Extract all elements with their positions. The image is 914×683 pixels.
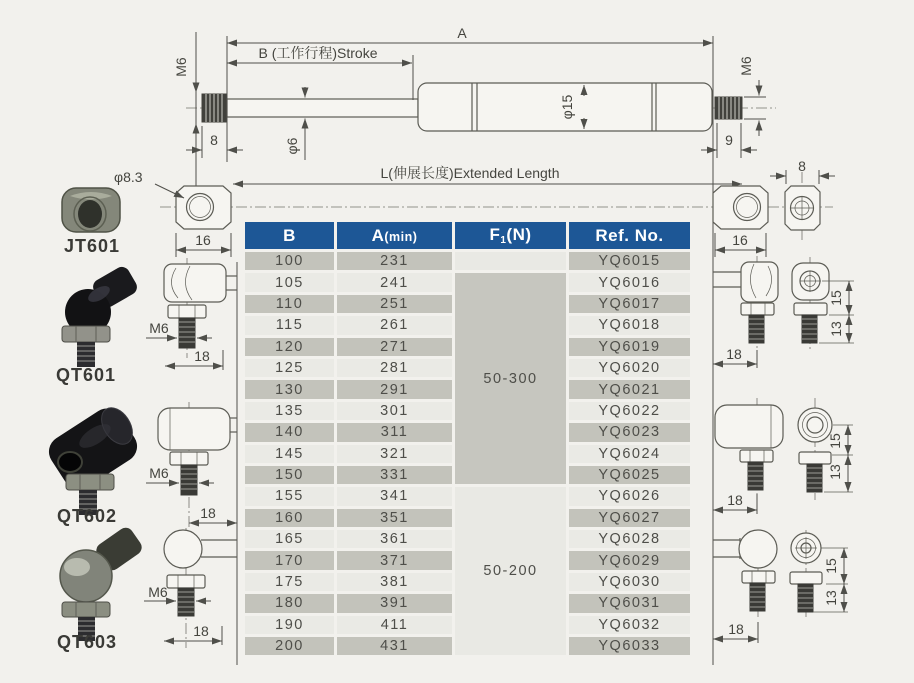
b-cell: 100 [245, 252, 334, 270]
col-header-b [245, 222, 334, 249]
jt601-label: JT601 [63, 236, 121, 256]
qt601-photo [62, 264, 140, 367]
b-cell: 160 [245, 509, 334, 527]
table-row [245, 487, 690, 505]
ref-no-cell: YQ6026 [569, 487, 690, 505]
b-cell: 150 [245, 466, 334, 484]
a-min-cell: 291 [337, 380, 452, 398]
right-fitting-drawing-qt601 [713, 256, 854, 368]
ref-no-cell: YQ6027 [569, 509, 690, 527]
col-header-a-sub-text: (min) [384, 229, 418, 244]
ref-no-cell: YQ6018 [569, 316, 690, 334]
a-min-cell: 411 [337, 616, 452, 634]
b-cell: 200 [245, 637, 334, 655]
force-range-cell: 50-300 [455, 273, 566, 484]
b-cell: 130 [245, 380, 334, 398]
b-cell: 105 [245, 273, 334, 291]
dim-eyelet-left-label: 16 [195, 232, 211, 248]
col-header-f-sub-text: 1 [500, 235, 507, 246]
dim-b-stroke-label: B (工作行程)Stroke [258, 45, 378, 61]
ref-no-cell: YQ6028 [569, 530, 690, 548]
dimension-table [242, 219, 693, 658]
dim-right-thread-len-label: 9 [725, 132, 733, 148]
ref-no-cell: YQ6017 [569, 295, 690, 313]
ref-no-cell: YQ6030 [569, 573, 690, 591]
a-min-cell: 431 [337, 637, 452, 655]
tube-diameter-label: φ15 [559, 94, 575, 120]
col-header-a-min [337, 222, 452, 249]
b-cell: 145 [245, 445, 334, 463]
qt602-offset-label-right: 18 [727, 492, 743, 508]
spec-table [242, 219, 693, 658]
ref-no-cell: YQ6032 [569, 616, 690, 634]
b-cell: 125 [245, 359, 334, 377]
qt603-thread-label: M6 [148, 584, 168, 600]
col-header-f-unit-text: (N) [506, 225, 532, 244]
b-cell: 165 [245, 530, 334, 548]
eyelet-bore-label: φ8.3 [114, 169, 143, 185]
a-min-cell: 341 [337, 487, 452, 505]
a-min-cell: 251 [337, 295, 452, 313]
eyelet-end-view [770, 158, 835, 242]
qt603-photo [60, 525, 145, 641]
ref-no-cell: YQ6029 [569, 551, 690, 569]
b-cell: 155 [245, 487, 334, 505]
a-min-cell: 361 [337, 530, 452, 548]
ref-no-cell: YQ6021 [569, 380, 690, 398]
a-min-cell: 301 [337, 402, 452, 420]
a-min-cell: 241 [337, 273, 452, 291]
a-min-cell: 281 [337, 359, 452, 377]
thread-left-label: M6 [173, 57, 189, 77]
ref-no-cell: YQ6016 [569, 273, 690, 291]
ref-no-cell: YQ6023 [569, 423, 690, 441]
right-fitting-drawing-qt602 [713, 398, 853, 514]
eyelet-end-right [713, 186, 768, 257]
b-cell: 135 [245, 402, 334, 420]
qt601-offset-label-right: 18 [726, 346, 742, 362]
b-cell: 175 [245, 573, 334, 591]
a-min-cell: 231 [337, 252, 452, 270]
qt602-photo [43, 402, 143, 515]
col-header-f-text: F [489, 225, 501, 244]
dim-eyelet-width-label: 8 [798, 158, 806, 174]
b-cell: 140 [245, 423, 334, 441]
a-min-cell: 271 [337, 338, 452, 356]
ref-no-cell: YQ6015 [569, 252, 690, 270]
a-min-cell: 331 [337, 466, 452, 484]
rod-diameter-label: φ6 [284, 137, 300, 155]
b-cell: 170 [245, 551, 334, 569]
qt602-thread-label: M6 [149, 465, 169, 481]
ref-no-cell: YQ6022 [569, 402, 690, 420]
qt603-drawing [144, 528, 237, 648]
thread-right-label: M6 [738, 56, 754, 76]
qt603-center-height-label: 15 [823, 558, 839, 574]
table-row [245, 252, 690, 270]
ref-no-cell: YQ6033 [569, 637, 690, 655]
a-min-cell: 261 [337, 316, 452, 334]
dim-l-extended-label: L(伸展长度)Extended Length [380, 165, 560, 181]
qt601-center-height-label: 15 [828, 290, 844, 306]
qt602-drawing [146, 402, 237, 527]
force-range-cell [455, 252, 566, 270]
a-min-cell: 351 [337, 509, 452, 527]
ref-no-cell: YQ6020 [569, 359, 690, 377]
qt601-drawing [146, 258, 237, 370]
qt601-label: QT601 [55, 365, 117, 385]
ref-no-cell: YQ6025 [569, 466, 690, 484]
b-cell: 115 [245, 316, 334, 334]
force-range-cell: 50-200 [455, 487, 566, 655]
col-header-ref-text: Ref. No. [595, 225, 664, 245]
ref-no-cell: YQ6031 [569, 594, 690, 612]
qt603-thread-len-label: 13 [823, 590, 839, 606]
table-row [245, 273, 690, 291]
ref-no-cell: YQ6024 [569, 445, 690, 463]
piston-rod [227, 99, 418, 117]
qt603-offset-label-right: 18 [728, 621, 744, 637]
a-min-cell: 381 [337, 573, 452, 591]
b-cell: 180 [245, 594, 334, 612]
qt603-offset-label: 18 [193, 623, 209, 639]
gas-spring-side-view [186, 83, 776, 131]
ref-no-cell: YQ6019 [569, 338, 690, 356]
a-min-cell: 371 [337, 551, 452, 569]
qt602-center-height-label: 15 [827, 433, 843, 449]
right-fitting-drawing-qt603 [713, 530, 848, 643]
b-cell: 190 [245, 616, 334, 634]
col-header-a-text: A [371, 225, 385, 245]
qt602-label: QT602 [56, 506, 118, 526]
dim-a-label: A [457, 25, 467, 41]
dim-eyelet-right-label: 16 [732, 232, 748, 248]
qt601-thread-label: M6 [149, 320, 169, 336]
qt601-offset-label: 18 [194, 348, 210, 364]
b-cell: 120 [245, 338, 334, 356]
a-min-cell: 311 [337, 423, 452, 441]
dim-left-thread-len-label: 8 [210, 132, 218, 148]
qt601-thread-len-label: 13 [828, 321, 844, 337]
b-cell: 110 [245, 295, 334, 313]
qt602-thread-len-label: 13 [827, 464, 843, 480]
a-min-cell: 321 [337, 445, 452, 463]
qt603-label: QT603 [56, 632, 118, 652]
a-min-cell: 391 [337, 594, 452, 612]
col-header-f1n [455, 222, 566, 249]
qt602-offset-label: 18 [200, 505, 216, 521]
col-header-ref-no [569, 222, 690, 249]
jt601-photo [62, 188, 120, 232]
col-header-b-text: B [283, 225, 296, 245]
